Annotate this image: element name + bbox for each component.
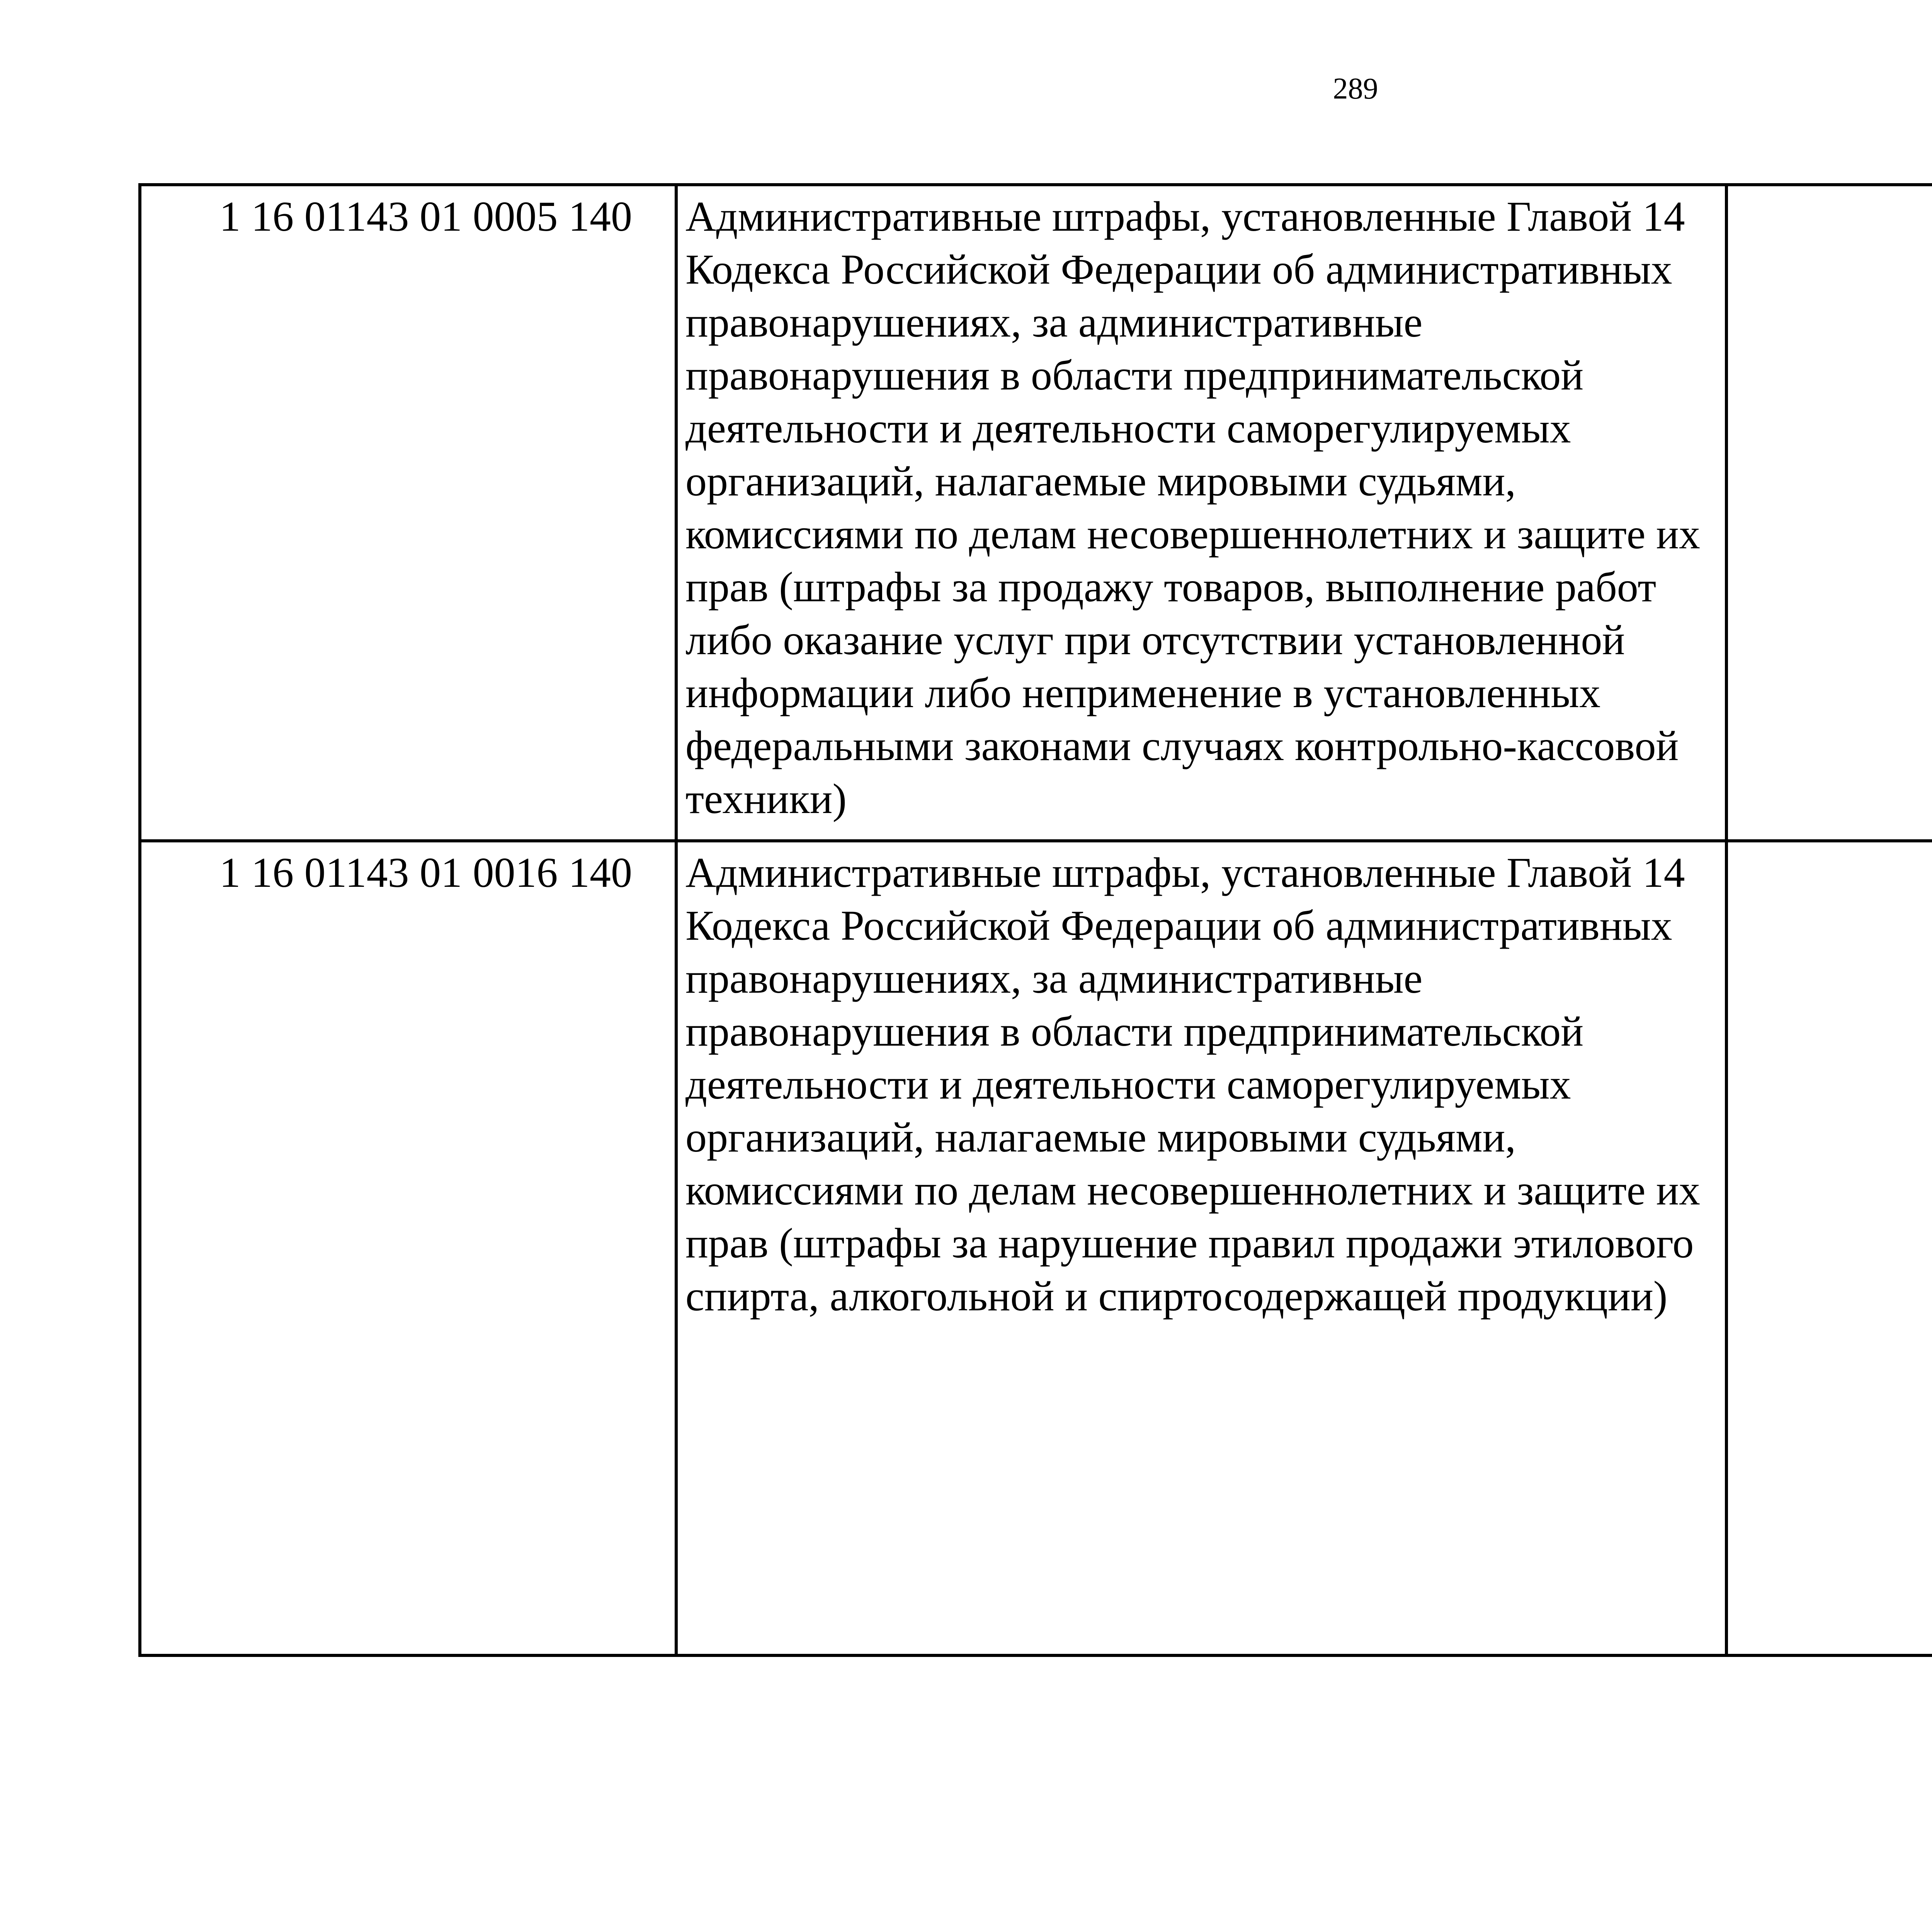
budget-code-cell: 1 16 01143 01 0016 140 (140, 841, 676, 1655)
description-cell (676, 185, 1726, 841)
budget-code-cell: 1 16 01143 01 0005 140 (140, 185, 676, 841)
value-cell-year1 (1726, 841, 1932, 1655)
description-cell (676, 841, 1726, 1655)
table-row (140, 841, 1932, 1655)
description-text: Административные штрафы, установленные Главой 14 Кодекса Российской Федерации об административных правонарушениях, за административные правонарушения в области предпринимательской деятельности и деятельности саморегулируемых организаций, налагаемые мировыми судьями, комиссиями по делам несовершеннолетних и защите их прав (штрафы за продажу товаров, выполнение работ либо оказание услуг при отсутствии установленной информации либо неприменение в установленных федеральными законами случаях контрольно-кассовой техники) (685, 193, 1700, 822)
budget-table (138, 183, 1932, 1657)
description-text: Административные штрафы, установленные Главой 14 Кодекса Российской Федерации об административных правонарушениях, за административные правонарушения в области предпринимательской деятельности и деятельности саморегулируемых организаций, налагаемые мировыми судьями, комиссиями по делам несовершеннолетних и защите их прав (штрафы за нарушение правил продажи этилового спирта, алкогольной и спиртосодержащей продукции) (685, 849, 1700, 1320)
table-row (140, 185, 1932, 841)
page-number: 289 (1333, 71, 1378, 105)
value-cell-year1 (1726, 185, 1932, 841)
